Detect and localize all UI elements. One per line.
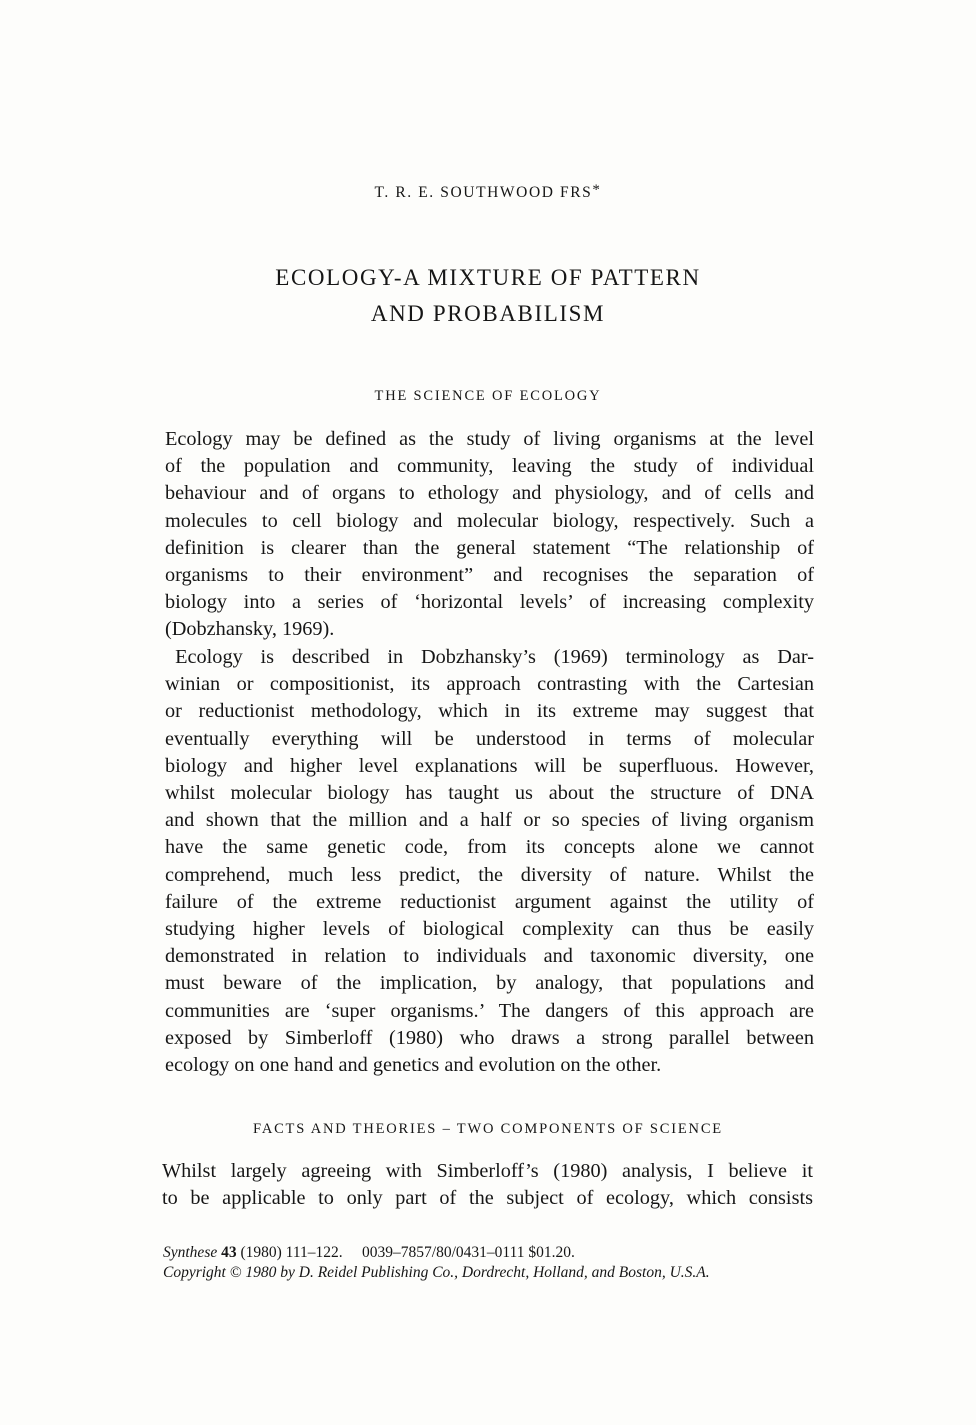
paragraph-3: [162, 1158, 813, 1212]
text-line: studying higher levels of biological complexity can thus be easily: [165, 918, 814, 941]
text-line: must beware of the implication, by analogy, that populations and: [165, 972, 814, 995]
text-line: or reductionist methodology, which in its extreme may suggest that: [165, 700, 814, 723]
title-line-1: ECOLOGY-A MIXTURE OF PATTERN: [275, 265, 701, 290]
text-line: molecules to cell biology and molecular biology, respectively. Such a: [165, 509, 814, 532]
publication-footer: [163, 1243, 823, 1283]
author-footnote-mark: *: [592, 182, 602, 198]
citation-details: (1980) 111–122. 0039–7857/80/0431–0111 $01.20.: [236, 1244, 575, 1261]
section-heading-science-of-ecology: THE SCIENCE OF ECOLOGY: [374, 388, 602, 404]
author-name: T. R. E. SOUTHWOOD FRS: [374, 184, 593, 201]
text-line: Whilst largely agreeing with Simberloff’s (1980) analysis, I believe it: [162, 1160, 813, 1182]
text-line: Ecology may be defined as the study of living organisms at the level: [165, 428, 814, 450]
paragraph-2: [165, 644, 814, 1079]
text-line: whilst molecular biology has taught us about the structure of DNA: [165, 782, 814, 805]
text-line: biology and higher level explanations will be superfluous. However,: [165, 754, 814, 777]
text-line: eventually everything will be understood in terms of molecular: [165, 727, 814, 750]
text-line: Ecology is described in Dobzhansky’s (1969) terminology as Dar-: [165, 646, 814, 668]
section-heading-facts-and-theories: FACTS AND THEORIES – TWO COMPONENTS OF SCIENCE: [253, 1121, 723, 1137]
text-line: failure of the extreme reductionist argument against the utility of: [165, 890, 814, 913]
text-line: comprehend, much less predict, the diversity of nature. Whilst the: [165, 863, 814, 886]
copyright-line: [163, 1263, 823, 1283]
paragraph-1: [165, 426, 814, 644]
text-line: behaviour and of organs to ethology and physiology, and of cells and: [165, 482, 814, 505]
copyright-text: Copyright © 1980 by D. Reidel Publishing Co., Dordrecht, Holland, and Boston, U.S.A.: [163, 1264, 710, 1281]
text-line: winian or compositionist, its approach contrasting with the Cartesian: [165, 673, 814, 696]
text-line: organisms to their environment” and recognises the separation of: [165, 564, 814, 587]
article-title: [0, 260, 976, 332]
text-line: exposed by Simberloff (1980) who draws a strong parallel between: [165, 1026, 814, 1049]
text-line: to be applicable to only part of the subject of ecology, which consists: [162, 1187, 813, 1210]
text-line: definition is clearer than the general statement “The relationship of: [165, 536, 814, 559]
text-line: of the population and community, leaving the study of individual: [165, 455, 814, 478]
text-line: and shown that the million and a half or so species of living organism: [165, 809, 814, 832]
text-line: (Dobzhansky, 1969).: [165, 618, 335, 641]
journal-name: Synthese: [163, 1244, 218, 1261]
text-line: biology into a series of ‘horizontal levels’ of increasing complexity: [165, 591, 814, 614]
text-line: communities are ‘super organisms.’ The dangers of this approach are: [165, 999, 814, 1022]
text-line: have the same genetic code, from its concepts alone we cannot: [165, 836, 814, 859]
citation-line: [163, 1243, 823, 1263]
text-line: ecology on one hand and genetics and evolution on the other.: [165, 1054, 662, 1077]
author-line: [0, 184, 976, 202]
title-line-2: AND PROBABILISM: [370, 301, 606, 326]
text-line: demonstrated in relation to individuals and taxonomic diversity, one: [165, 945, 814, 968]
journal-volume: 43: [221, 1244, 237, 1261]
